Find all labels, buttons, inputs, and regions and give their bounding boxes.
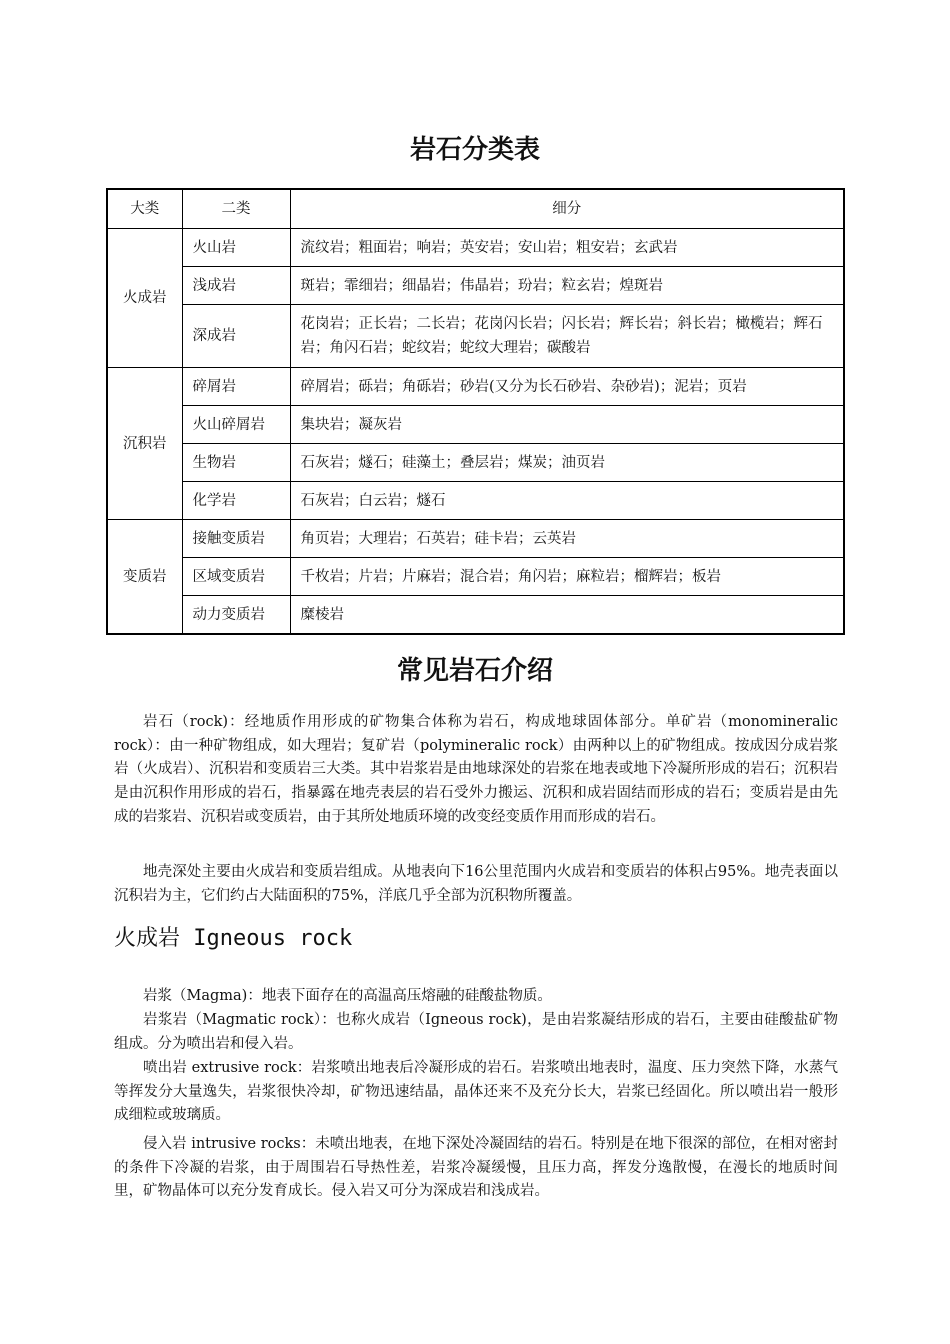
table-row [107,444,844,482]
sub-category: 区域变质岩 [182,558,290,596]
detail-cell: 斑岩；霏细岩；细晶岩；伟晶岩；玢岩；粒玄岩；煌斑岩 [290,267,844,305]
intro-paragraph: 岩石（rock)：经地质作用形成的矿物集合体称为岩石，构成地球固体部分。单矿岩（monomineralic rock）：由一种矿物组成，如大理岩；复矿岩（polymineralic rock）由两种以上的矿物组成。按成因分成岩浆岩（火成岩）、沉积岩和变质岩三大类。其中岩浆岩是由地球深处的岩浆在地表或地下冷凝所形成的岩石；沉积岩是由沉积作用形成的岩石，指暴露在地壳表层的岩石受外力搬运、沉积和成岩固结而形成的岩石；变质岩是由先成的岩浆岩、沉积岩或变质岩，由于其所处地质环境的改变经变质作用而形成的岩石。 [114,714,838,825]
table-row [107,406,844,444]
section-paragraph: 喷出岩 extrusive rock：岩浆喷出地表后冷凝形成的岩石。岩浆喷出地表时，温度、压力突然下降，水蒸气等挥发分大量逸失，岩浆很快冷却，矿物迅速结晶，晶体还来不及充分长大，岩浆已经固化。所以喷出岩一般形成细粒或玻璃质。 [114,1060,838,1124]
sub-category: 深成岩 [182,305,290,368]
section-paragraph: 侵入岩 intrusive rocks：未喷出地表，在地下深处冷凝固结的岩石。特别是在地下很深的部位，在相对密封的条件下冷凝的岩浆，由于周围岩石导热性差，岩浆冷凝缓慢，且压力高，挥发分逸散慢，在漫长的地质时间里，矿物晶体可以充分发育成长。侵入岩又可分为深成岩和浅成岩。 [114,1136,838,1200]
rock-classification-table [106,188,845,635]
table-row [107,229,844,267]
major-metamorphic: 变质岩 [107,520,182,635]
header-sub: 二类 [182,189,290,229]
sub-category: 化学岩 [182,482,290,520]
sub-category: 接触变质岩 [182,520,290,558]
section-paragraph: 岩浆岩（Magmatic rock）：也称火成岩（Igneous rock)，是由岩浆凝结形成的岩石，主要由硅酸盐矿物组成。分为喷出岩和侵入岩。 [114,1012,838,1052]
header-detail: 细分 [290,189,844,229]
detail-cell: 石灰岩；燧石；硅藻土；叠层岩；煤炭；油页岩 [290,444,844,482]
table-row [107,520,844,558]
detail-cell: 石灰岩；白云岩；燧石 [290,482,844,520]
table-row [107,482,844,520]
sub-category: 火山碎屑岩 [182,406,290,444]
major-sedimentary: 沉积岩 [107,368,182,520]
detail-cell: 角页岩；大理岩；石英岩；硅卡岩；云英岩 [290,520,844,558]
table-row [107,305,844,368]
detail-cell: 集块岩；凝灰岩 [290,406,844,444]
detail-cell: 流纹岩；粗面岩；响岩；英安岩；安山岩；粗安岩；玄武岩 [290,229,844,267]
detail-cell: 碎屑岩；砾岩；角砾岩；砂岩(又分为长石砂岩、杂砂岩)；泥岩；页岩 [290,368,844,406]
sub-category: 动力变质岩 [182,596,290,635]
table-row [107,558,844,596]
table-title: 岩石分类表 [409,135,540,165]
intro-paragraph: 地壳深处主要由火成岩和变质岩组成。从地表向下16公里范围内火成岩和变质岩的体积占95%。地壳表面以沉积岩为主，它们约占大陆面积的75%，洋底几乎全部为沉积物所覆盖。 [114,864,838,904]
intro-title: 常见岩石介绍 [396,656,553,686]
sub-category: 浅成岩 [182,267,290,305]
header-major: 大类 [107,189,182,229]
detail-cell: 糜棱岩 [290,596,844,635]
section-paragraph: 岩浆（Magma)：地表下面存在的高温高压熔融的硅酸盐物质。 [143,988,552,1004]
table-header-row [107,189,844,229]
section-heading: 火成岩 Igneous rock [114,926,353,951]
table-row [107,267,844,305]
sub-category: 火山岩 [182,229,290,267]
sub-category: 生物岩 [182,444,290,482]
table-row [107,596,844,635]
detail-cell: 花岗岩；正长岩；二长岩；花岗闪长岩；闪长岩；辉长岩；斜长岩；橄榄岩；辉石岩；角闪石岩；蛇纹岩；蛇纹大理岩；碳酸岩 [290,305,844,368]
sub-category: 碎屑岩 [182,368,290,406]
detail-cell: 千枚岩；片岩；片麻岩；混合岩；角闪岩；麻粒岩；榴辉岩；板岩 [290,558,844,596]
table-row [107,368,844,406]
major-igneous: 火成岩 [107,229,182,368]
